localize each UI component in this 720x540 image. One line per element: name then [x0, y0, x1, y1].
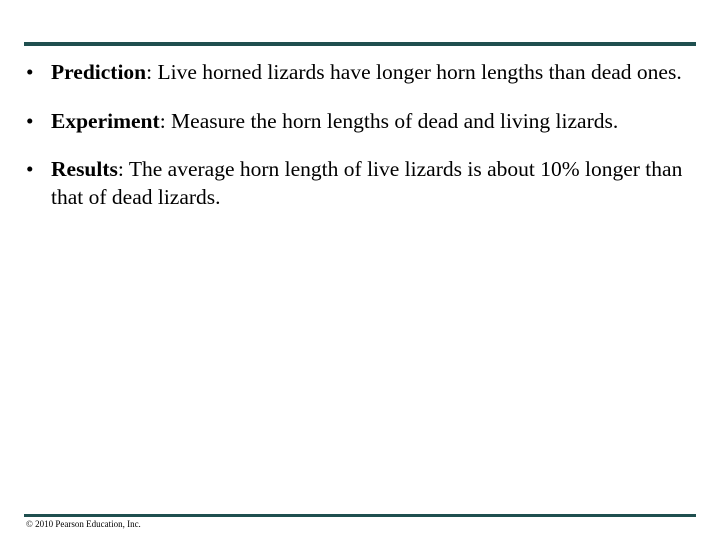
bullet-list	[26, 58, 686, 232]
bullet-icon: •	[26, 109, 34, 133]
bullet-separator: :	[117, 157, 129, 181]
top-divider	[24, 42, 696, 46]
bullet-icon: •	[26, 157, 34, 181]
bullet-term: Prediction	[51, 60, 147, 84]
copyright-footer: © 2010 Pearson Education, Inc.	[26, 519, 141, 529]
bullet-experiment	[26, 107, 686, 135]
bullet-text: Live horned lizards have longer horn lengths than dead ones.	[157, 60, 682, 84]
bottom-divider	[24, 514, 696, 517]
bullet-prediction	[26, 58, 686, 86]
bullet-results	[26, 155, 686, 211]
bullet-term: Results	[51, 157, 118, 181]
bullet-term: Experiment	[51, 109, 160, 133]
bullet-icon: •	[26, 60, 34, 84]
bullet-separator: :	[146, 60, 158, 84]
bullet-text: The average horn length of live lizards is about 10% longer than that of dead lizards.	[51, 157, 683, 209]
bullet-text: Measure the horn lengths of dead and living lizards.	[171, 109, 619, 133]
bullet-separator: :	[159, 109, 172, 133]
